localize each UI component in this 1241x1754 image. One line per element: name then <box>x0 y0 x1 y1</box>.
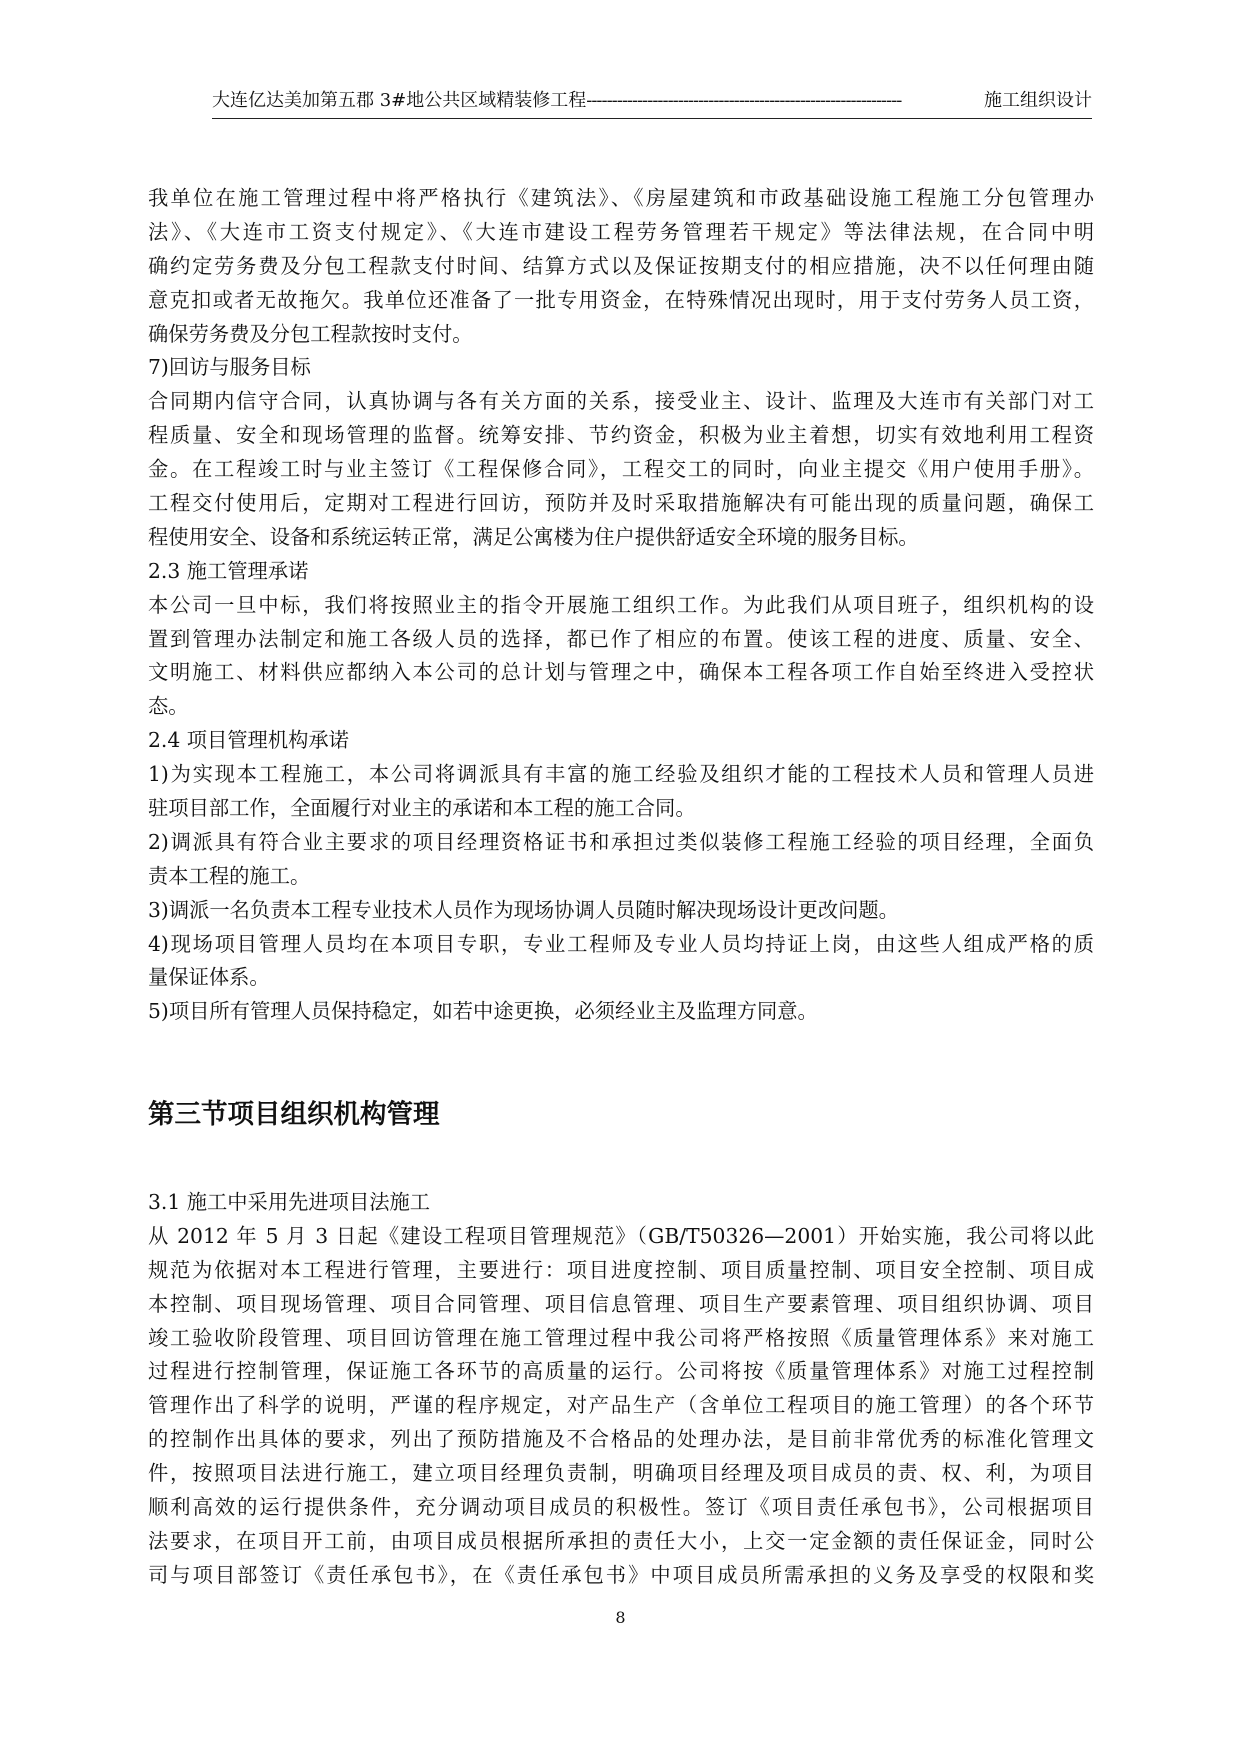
text-line: 本公司一旦中标，我们将按照业主的指令开展施工组织工作。为此我们从项目班子，组织机构的设 <box>148 592 1094 617</box>
text-line: 金。在工程竣工时与业主签订《工程保修合同》，工程交工的同时，向业主提交《用户使用手册》。 <box>148 457 1094 482</box>
text-line: 从 2012 年 5 月 3 日起《建设工程项目管理规范》（GB/T50326—2001）开始实施，我公司将以此 <box>148 1223 1094 1248</box>
body-text-part2 <box>148 1186 1094 1593</box>
page-number: 8 <box>615 1608 626 1627</box>
text-line: 法要求，在项目开工前，由项目成员根据所承担的责任大小，上交一定金额的责任保证金，同时公 <box>148 1528 1094 1553</box>
text-line: 顺利高效的运行提供条件，充分调动项目成员的积极性。签订《项目责任承包书》，公司根据项目 <box>148 1495 1094 1520</box>
text-line: 文明施工、材料供应都纳入本公司的总计划与管理之中，确保本工程各项工作自始至终进入受控状 <box>148 660 1094 685</box>
text-line: 3)调派一名负责本工程专业技术人员作为现场协调人员随时解决现场设计更改问题。 <box>148 897 899 922</box>
text-line: 1)为实现本工程施工，本公司将调派具有丰富的施工经验及组织才能的工程技术人员和管理人员进 <box>148 762 1094 787</box>
body-text-part1 <box>148 182 1094 1029</box>
text-line: 管理作出了科学的说明，严谨的程序规定，对产品生产（含单位工程项目的施工管理）的各个环节 <box>148 1393 1094 1418</box>
text-line: 4)现场项目管理人员均在本项目专职，专业工程师及专业人员均持证上岗，由这些人组成严格的质 <box>148 931 1094 956</box>
text-line: 2)调派具有符合业主要求的项目经理资格证书和承担过类似装修工程施工经验的项目经理，全面负 <box>148 829 1094 854</box>
text-line: 规范为依据对本工程进行管理，主要进行：项目进度控制、项目质量控制、项目安全控制、项目成 <box>148 1257 1094 1282</box>
text-line: 5)项目所有管理人员保持稳定，如若中途更换，必须经业主及监理方同意。 <box>148 999 818 1024</box>
text-line: 确约定劳务费及分包工程款支付时间、结算方式以及保证按期支付的相应措施，决不以任何理由随 <box>148 253 1094 278</box>
text-line: 法》、《大连市工资支付规定》、《大连市建设工程劳务管理若干规定》等法律法规，在合同中明 <box>148 219 1094 244</box>
text-line: 程使用安全、设备和系统运转正常，满足公寓楼为住户提供舒适安全环境的服务目标。 <box>148 524 919 549</box>
text-line: 置到管理办法制定和施工各级人员的选择，都已作了相应的布置。使该工程的进度、质量、安全、 <box>148 626 1094 651</box>
text-line: 竣工验收阶段管理、项目回访管理在施工管理过程中我公司将严格按照《质量管理体系》来对施工 <box>148 1325 1094 1350</box>
header-dash-leader: -------------------------------------------------------------- <box>586 90 902 111</box>
text-line: 3.1 施工中采用先进项目法施工 <box>148 1190 431 1214</box>
text-line: 过程进行控制管理，保证施工各环节的高质量的运行。公司将按《质量管理体系》对施工过程控制 <box>148 1359 1094 1384</box>
text-line: 2.4 项目管理机构承诺 <box>148 728 349 753</box>
text-line: 工程交付使用后，定期对工程进行回访，预防并及时采取措施解决有可能出现的质量问题，确保工 <box>148 491 1094 516</box>
text-line: 量保证体系。 <box>148 965 270 990</box>
text-line: 我单位在施工管理过程中将严格执行《建筑法》、《房屋建筑和市政基础设施工程施工分包管理办 <box>148 186 1094 210</box>
text-line: 2.3 施工管理承诺 <box>148 558 309 583</box>
text-line: 意克扣或者无故拖欠。我单位还准备了一批专用资金，在特殊情况出现时，用于支付劳务人员工资， <box>148 287 1094 312</box>
text-line: 司与项目部签订《责任承包书》，在《责任承包书》中项目成员所需承担的义务及享受的权限和奖 <box>148 1562 1094 1587</box>
header-project-title: 大连亿达美加第五郡 3#地公共区域精装修工程 <box>212 90 587 111</box>
text-line: 件，按照项目法进行施工，建立项目经理负责制，明确项目经理及项目成员的责、权、利，为项目 <box>148 1461 1094 1486</box>
text-line: 本控制、项目现场管理、项目合同管理、项目信息管理、项目生产要素管理、项目组织协调、项目 <box>148 1291 1094 1316</box>
text-line: 程质量、安全和现场管理的监督。统筹安排、节约资金，积极为业主着想，切实有效地利用工程资 <box>148 423 1094 448</box>
text-line: 态。 <box>148 694 189 719</box>
header-document-type: 施工组织设计 <box>984 90 1092 111</box>
text-line: 驻项目部工作，全面履行对业主的承诺和本工程的施工合同。 <box>148 796 696 821</box>
text-line: 确保劳务费及分包工程款按时支付。 <box>148 321 473 346</box>
text-line: 7)回访与服务目标 <box>148 355 311 380</box>
section-heading: 第三节项目组织机构管理 <box>148 1099 440 1130</box>
text-line: 责本工程的施工。 <box>148 863 311 888</box>
text-line: 的控制作出具体的要求，列出了预防措施及不合格品的处理办法，是目前非常优秀的标准化管理文 <box>148 1427 1094 1452</box>
text-line: 合同期内信守合同，认真协调与各有关方面的关系，接受业主、设计、监理及大连市有关部门对工 <box>148 389 1094 414</box>
page-header <box>212 84 1092 119</box>
